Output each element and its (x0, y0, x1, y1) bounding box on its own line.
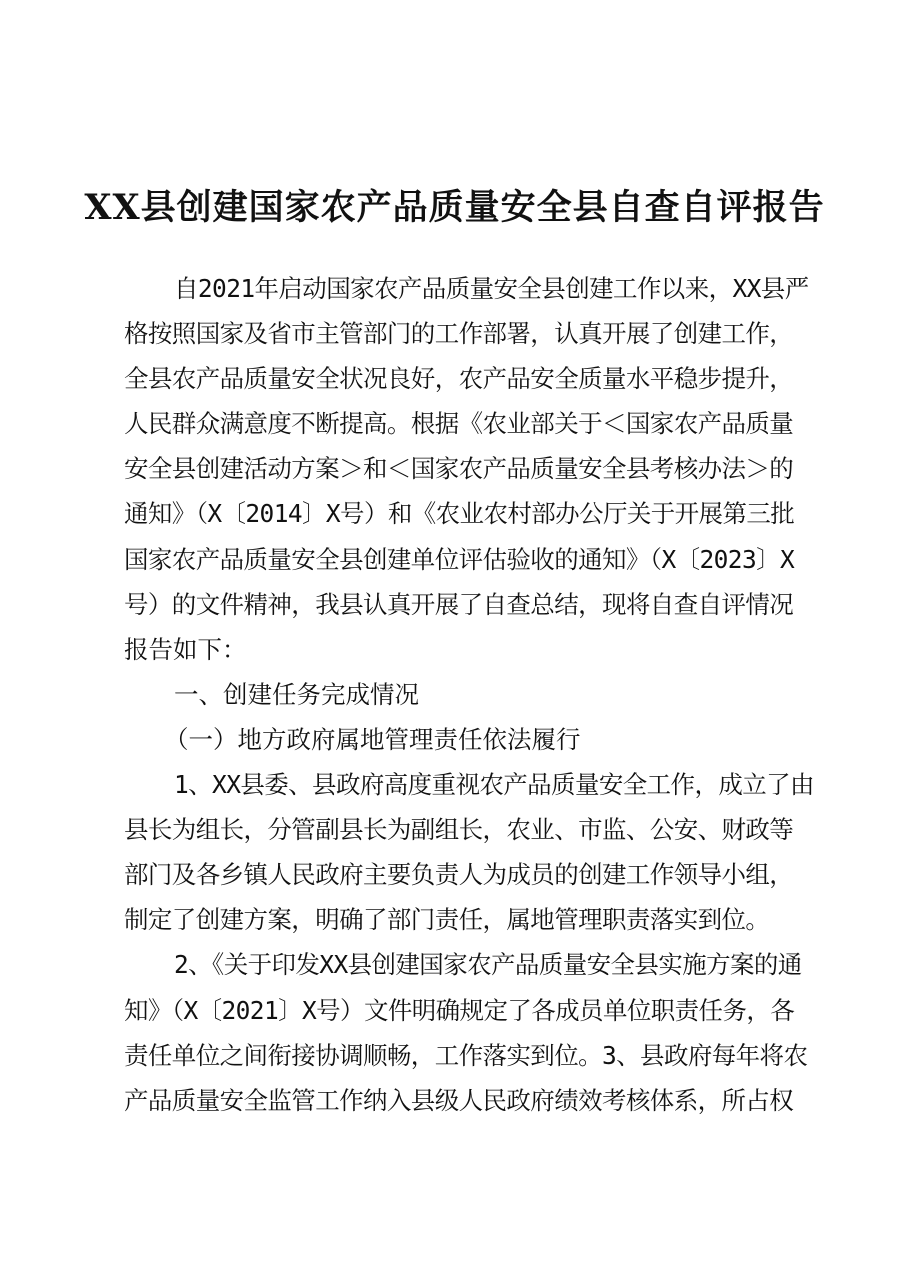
section-heading: 一、创建任务完成情况 (174, 679, 419, 709)
paragraph-line: 县长为组长，分管副县长为副组长，农业、市监、公安、财政等 (124, 815, 794, 845)
document-title: XX县创建国家农产品质量安全县自查自评报告 (84, 187, 825, 228)
paragraph-line: 责任单位之间衔接协调顺畅，工作落实到位。3、县政府每年将农 (124, 1040, 808, 1070)
paragraph-line: 号）的文件精神，我县认真开展了自查总结，现将自查自评情况 (124, 589, 794, 619)
paragraph-line: 部门及各乡镇人民政府主要负责人为成员的创建工作领导小组， (124, 860, 794, 890)
paragraph-line: 2、《关于印发XX县创建国家农产品质量安全县实施方案的通 (174, 950, 802, 980)
subsection-heading: （一）地方政府属地管理责任依法履行 (164, 724, 581, 754)
paragraph-line: 安全县创建活动方案＞和＜国家农产品质量安全县考核办法＞的 (124, 454, 794, 484)
paragraph-line: 格按照国家及省市主管部门的工作部署，认真开展了创建工作， (124, 319, 794, 349)
paragraph-line: 报告如下： (124, 634, 247, 664)
paragraph-line: 产品质量安全监管工作纳入县级人民政府绩效考核体系，所占权 (124, 1085, 794, 1115)
document-body (124, 266, 824, 1123)
paragraph-line: 制定了创建方案，明确了部门责任，属地管理职责落实到位。 (124, 905, 770, 935)
paragraph-line: 知》（X〔2021〕X号）文件明确规定了各成员单位职责任务，各 (124, 995, 795, 1025)
paragraph-line: 自2021年启动国家农产品质量安全县创建工作以来，XX县严 (174, 274, 809, 303)
paragraph-line: 人民群众满意度不断提高。根据《农业部关于＜国家农产品质量 (124, 409, 794, 439)
paragraph-line: 1、XX县委、县政府高度重视农产品质量安全工作，成立了由 (174, 770, 814, 800)
paragraph-line: 通知》（X〔2014〕X号）和《农业农村部办公厅关于开展第三批 (124, 499, 795, 529)
paragraph-line: 国家农产品质量安全县创建单位评估验收的通知》（X〔2023〕X (124, 544, 795, 574)
paragraph-line: 全县农产品质量安全状况良好，农产品安全质量水平稳步提升， (124, 364, 794, 394)
